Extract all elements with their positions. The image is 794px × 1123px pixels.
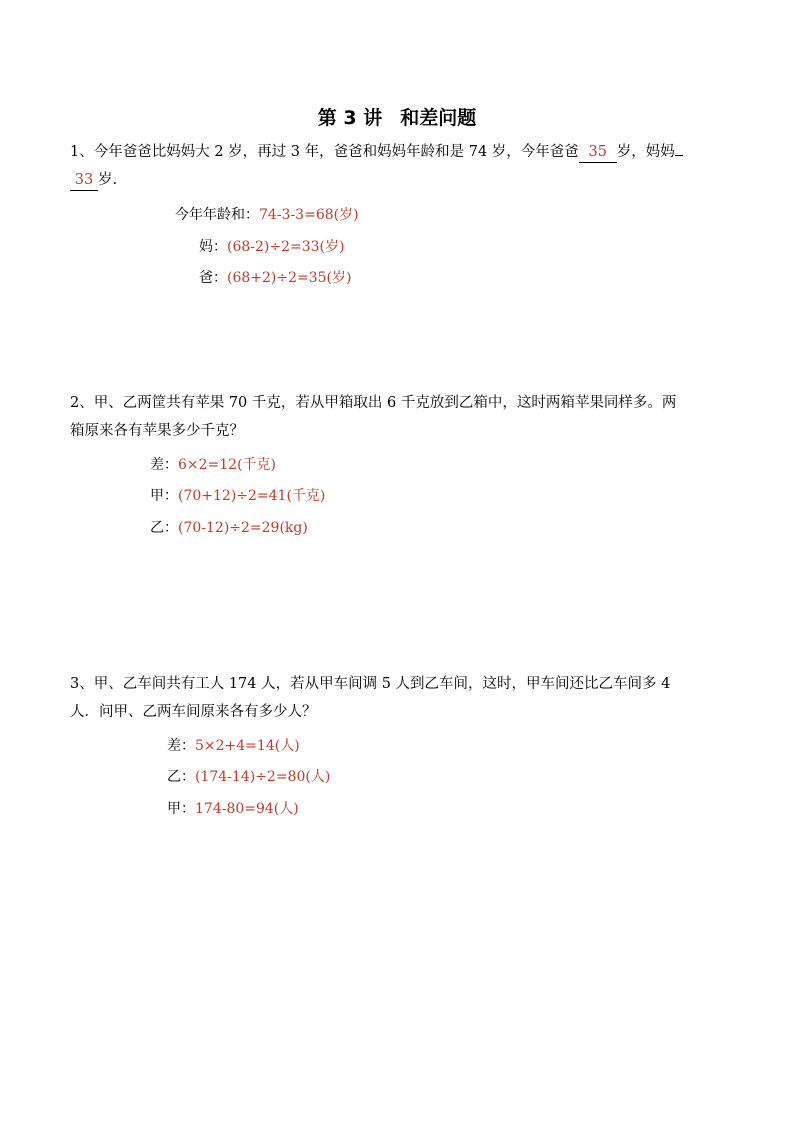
lecture-topic: 和差问题 bbox=[400, 107, 477, 129]
q2-solution-step-3: 乙：(70-12)÷2=29(kg) bbox=[150, 520, 308, 536]
q3-solution-step-1: 差：5×2+4=14(人) bbox=[167, 738, 300, 754]
q2-solution-step-1: 差：6×2=12(千克) bbox=[150, 457, 277, 473]
question-1-line-1: 1、今年爸爸比妈妈大 2 岁，再过 3 年，爸爸和妈妈年龄和是 74 岁，今年爸爸 35 岁，妈妈 bbox=[70, 138, 726, 166]
question-3 bbox=[70, 670, 726, 726]
q2-solution-step-2: 甲：(70+12)÷2=41(千克) bbox=[150, 488, 326, 504]
answer-blank-mom-start bbox=[675, 155, 683, 156]
answer-blank-mom: 33 bbox=[70, 170, 98, 191]
question-1-line-2: 33 岁. bbox=[70, 166, 726, 194]
question-2-line-1: 2、甲、乙两筐共有苹果 70 千克，若从甲箱取出 6 千克放到乙箱中，这时两箱苹果同样多。两 bbox=[70, 395, 677, 411]
question-3-line-2: 人．问甲、乙两车间原来各有多少人？ bbox=[70, 704, 317, 720]
page-title bbox=[0, 104, 794, 132]
q1-solution-step-3: 爸：(68+2)÷2=35(岁) bbox=[199, 270, 352, 286]
q3-solution-step-3: 甲：174-80=94(人) bbox=[167, 801, 299, 817]
answer-blank-dad: 35 bbox=[579, 142, 617, 163]
question-1 bbox=[70, 138, 726, 194]
question-2 bbox=[70, 389, 726, 445]
lecture-number: 第 3 讲 bbox=[317, 107, 383, 129]
q3-solution-step-2: 乙：(174-14)÷2=80(人) bbox=[167, 769, 331, 785]
q1-solution-step-1: 今年年龄和：74-3-3=68(岁) bbox=[175, 207, 359, 223]
question-2-line-2: 箱原来各有苹果多少千克？ bbox=[70, 423, 244, 439]
q1-solution-step-2: 妈：(68-2)÷2=33(岁) bbox=[199, 239, 345, 255]
question-3-line-1: 3、甲、乙车间共有工人 174 人，若从甲车间调 5 人到乙车间，这时，甲车间还比乙车间多 4 bbox=[70, 676, 671, 692]
